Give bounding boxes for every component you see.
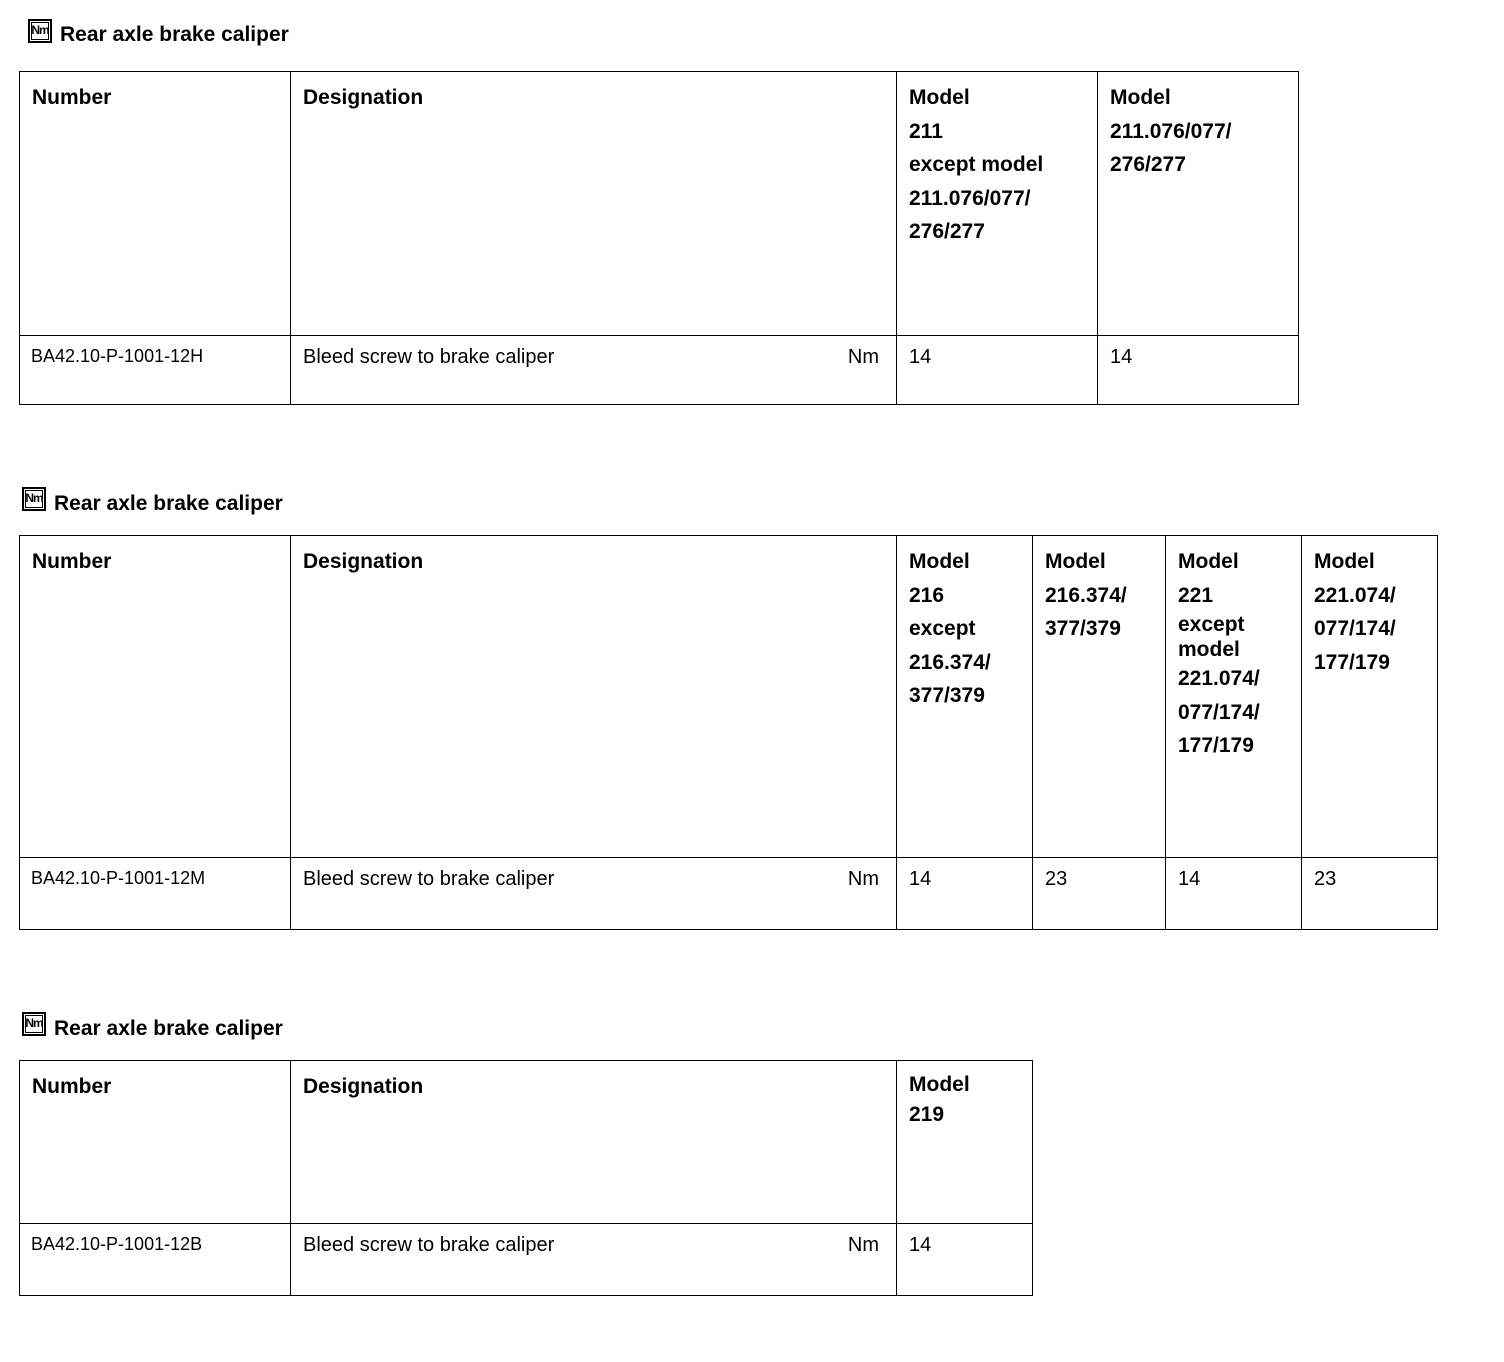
header-model: Model 211.076/077/ 276/277 (1098, 72, 1299, 336)
header-row (20, 1061, 1033, 1224)
header-designation: Designation (291, 72, 897, 336)
unit-label: Nm (847, 1234, 879, 1256)
designation-text: Bleed screw to brake caliper (303, 1234, 555, 1256)
header-row (20, 72, 1299, 336)
header-model: Model 216 except 216.374/ 377/379 (897, 536, 1033, 858)
torque-table (19, 1060, 1033, 1296)
torque-value: 14 (897, 1224, 1033, 1296)
unit-label: Nm (847, 346, 879, 368)
torque-nm-icon: Nm (22, 487, 46, 511)
header-number: Number (20, 72, 291, 336)
designation-text: Bleed screw to brake caliper (303, 868, 555, 890)
torque-value: 14 (897, 858, 1033, 930)
header-row (20, 536, 1438, 858)
header-designation: Designation (291, 1061, 897, 1224)
designation-text: Bleed screw to brake caliper (303, 346, 555, 368)
torque-value: 14 (1098, 336, 1299, 405)
section-title: Rear axle brake caliper (54, 1017, 283, 1040)
designation-cell (291, 1224, 897, 1296)
part-number: BA42.10-P-1001-12H (20, 336, 291, 405)
designation-cell (291, 336, 897, 405)
header-number: Number (20, 536, 291, 858)
header-model: Model 219 (897, 1061, 1033, 1224)
torque-table (19, 71, 1299, 405)
header-number: Number (20, 1061, 291, 1224)
table-row (20, 858, 1438, 930)
part-number: BA42.10-P-1001-12M (20, 858, 291, 930)
header-designation: Designation (291, 536, 897, 858)
torque-value: 23 (1033, 858, 1166, 930)
torque-nm-icon: Nm (22, 1012, 46, 1036)
table-row (20, 1224, 1033, 1296)
unit-label: Nm (847, 868, 879, 890)
header-model: Model 221 except model 221.074/ 077/174/ 177/179 (1166, 536, 1302, 858)
torque-value: 23 (1302, 858, 1438, 930)
section-title: Rear axle brake caliper (54, 492, 283, 515)
torque-nm-icon: Nm (28, 19, 52, 43)
torque-value: 14 (1166, 858, 1302, 930)
designation-cell (291, 858, 897, 930)
header-model: Model 221.074/ 077/174/ 177/179 (1302, 536, 1438, 858)
torque-table (19, 535, 1438, 930)
torque-value: 14 (897, 336, 1098, 405)
section-title: Rear axle brake caliper (60, 23, 289, 46)
header-model: Model 211 except model 211.076/077/ 276/277 (897, 72, 1098, 336)
table-row (20, 336, 1299, 405)
part-number: BA42.10-P-1001-12B (20, 1224, 291, 1296)
header-model: Model 216.374/ 377/379 (1033, 536, 1166, 858)
